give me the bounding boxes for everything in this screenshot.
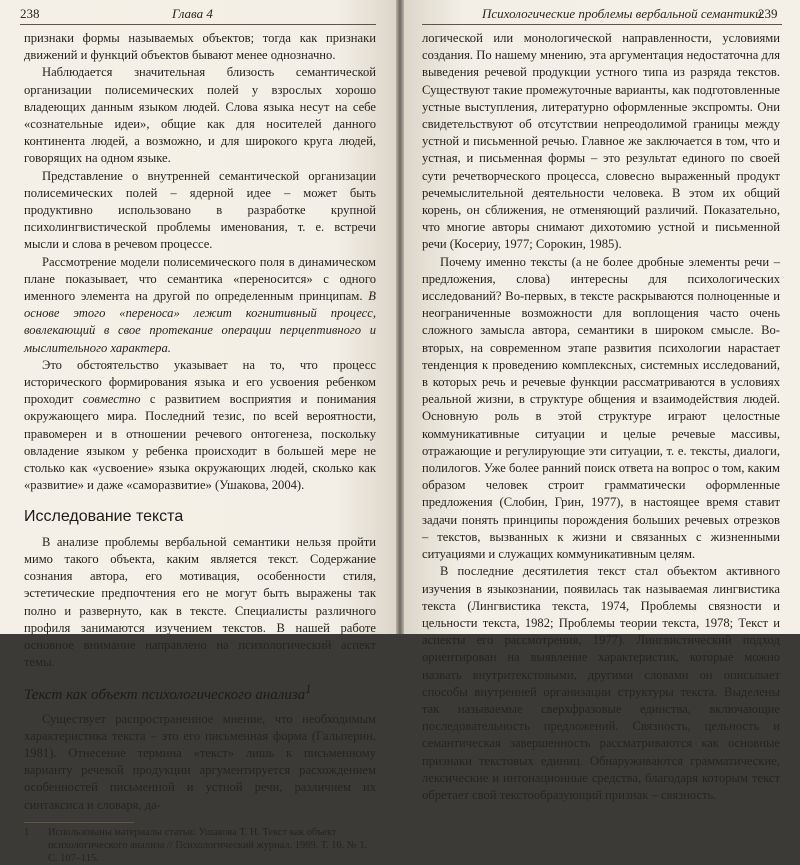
right-running-head: Психологические проблемы вербальной семантики (482, 6, 762, 21)
right-page-number: 239 (758, 6, 778, 21)
header-rule (422, 24, 782, 25)
right-page (404, 0, 800, 802)
section-heading: Исследование текста (24, 508, 184, 526)
left-page (0, 0, 396, 864)
footnote-mark: 1 (305, 682, 312, 697)
paragraph: логической или монологической направленности, условиями создания. По нашему мнению, эта аргументация недостаточна для выведения речевой продукции устного типа из разряда текстов. Существуют такие промежуточные варианты, как подготовленные устные выступления, литературно оформленные экспромты. Они свидетельствуют об отсутствии непреодолимой границы между устной и письменной речью. Главное же заключается в том, что и устная, и письменная формы – это результат единого по своей сути речетворческого процесса, словесно выраженный продукт речемыслительной деятельности человека. В этом их общий корень, он сближения, не отменяющий различий. Показательно, что многие авторы снимают дихотомию устной и письменной речи (Косериу, 1977; Сорокин, 1985). (422, 31, 780, 252)
footnote-rule (24, 822, 134, 823)
paragraph: Это обстоятельство указывает на то, что процесс исторического формирования языка и его усвоения ребенком проходит совместно с развитием восприятия и понимания окружающего мира. Последний тезис, по всей вероятности, правомерен и в отношении речевого онтогенеза, поскольку овладение языком у ребенка происходит в большей мере не столько как «усвоение» языка окружающих людей, сколько как «развитие» и даже «саморазвитие» (Ушакова, 2004). (24, 357, 376, 493)
footnote (24, 826, 376, 865)
paragraph: Представление о внутренней семантической организации полисемических полей – ядерной идее – может быть продуктивно использовано в разработке крупной психолингвистической проблемы именования, т. е. встречи мысли и слова в речевом процессе. (24, 168, 376, 252)
left-page-body (24, 30, 376, 865)
header-rule (20, 24, 376, 25)
footnote-text: Использованы материалы статьи: Ушакова Т. Н. Текст как объект психологического анализа // Психологический журнал. 1989. Т. 10. № 1. С. 107–115. (48, 826, 368, 864)
left-running-head: Глава 4 (172, 6, 213, 21)
paragraph: Рассмотрение модели полисемического поля в динамическом плане показывает, что семантика «переносится» с одного именного элемента на другой по определенным принципам. В основе этого «переноса» лежит когнитивный процесс, вовлекающий в свое протекание операции перцептивного и мыслительного характера. (24, 254, 376, 355)
paragraph: Наблюдается значительная близость семантической организации полисемических полей у взрослых хорошо владеющих данным языком людей. Слова языка несут на себе «сознательные идеи», общие как для носителей данного континента людей, а возможно, и для широкого круга людей, говорящих на одном языке. (24, 65, 376, 166)
footnote-number: 1 (24, 826, 30, 838)
book-gutter (396, 0, 404, 634)
right-page-body (422, 30, 780, 804)
left-page-number: 238 (20, 6, 40, 21)
paragraph: В последние десятилетия текст стал объектом активного изучения в языкознании, появилась так называемая лингвистика текста (Лингвистика текста, 1974, Проблемы связности и цельности текста, 1982; Проблемы теории текста, 1978; Текст и аспекты его рассмотрения, 1977). Лингвистический подход ориентирован на выявление характеристик, которые можно назвать внутритекстовыми, другими словами он описывает способы внутренней организации структуры текста. Выделены так называемые сверхфразовые единства, включающие последовательность предложений. Связность, цельность и семантическая завершенность рассматриваются как основные признаки текстовых единиц. Обнаруживаются грамматические, лексические и интонационные средства, благодаря которым текст обретает свой текстообразующий признак – связность. (422, 564, 780, 802)
subsection-heading: Текст как объект психологического анализа$^1$ (24, 682, 312, 704)
paragraph: Существует распространенное мнение, что необходимым характеристика текста – это его письменная форма (Гальперин, 1981). Отнесение термина «текст» лишь к письменному варианту речевой продукции аргументируется расхождением особенностей письменной и устной речи, различием их синтаксиса и словаря, да- (24, 711, 376, 812)
paragraph: В анализе проблемы вербальной семантики нельзя пройти мимо такого объекта, каким является текст. Содержание сознания автора, его мотивация, особенности стиля, эстетические предпочтения его не могут быть выражены так полно и развернуто, как в тексте. Специалисты различного профиля занимаются изучением текстов. В нашей работе основное внимание направлено на психологический аспект темы. (24, 534, 376, 670)
paragraph: признаки формы называемых объектов; тогда как признаки движений и функций объектов бывают менее однозначно. (24, 31, 376, 63)
paragraph: Почему именно тексты (а не более дробные элементы речи – предложения, слова) интересны для психологических исследований? Во-первых, в тексте раскрываются полноценные и неограниченные возможности для воплощения часто очень сложного замысла автора, семантики в широком смысле. Во-вторых, на современном этапе развития психологии нарастает тенденция к проведению комплексных, системных исследований, в которых речь и речевые функции рассматриваются в условиях реальной жизни, в структуре общения и взаимодействия людей. Основную роль в этой структуре играют целостные коммуникативные ситуации и целые речевые массивы, отражающие и регулирующие эти ситуации, т. е. тексты, диалоги, полилогов. Уже более ранний поиск ответа на вопрос о том, каким образом человек строит грамматически оформленные предложения (Слобин, Грин, 1977), в настоящее время ставит задачи понять принципы порождения больших речевых отрезков – текстов, вызванных к жизни и связанных с жизненными ситуациями и служащих коммуникативным целям. (422, 254, 780, 562)
